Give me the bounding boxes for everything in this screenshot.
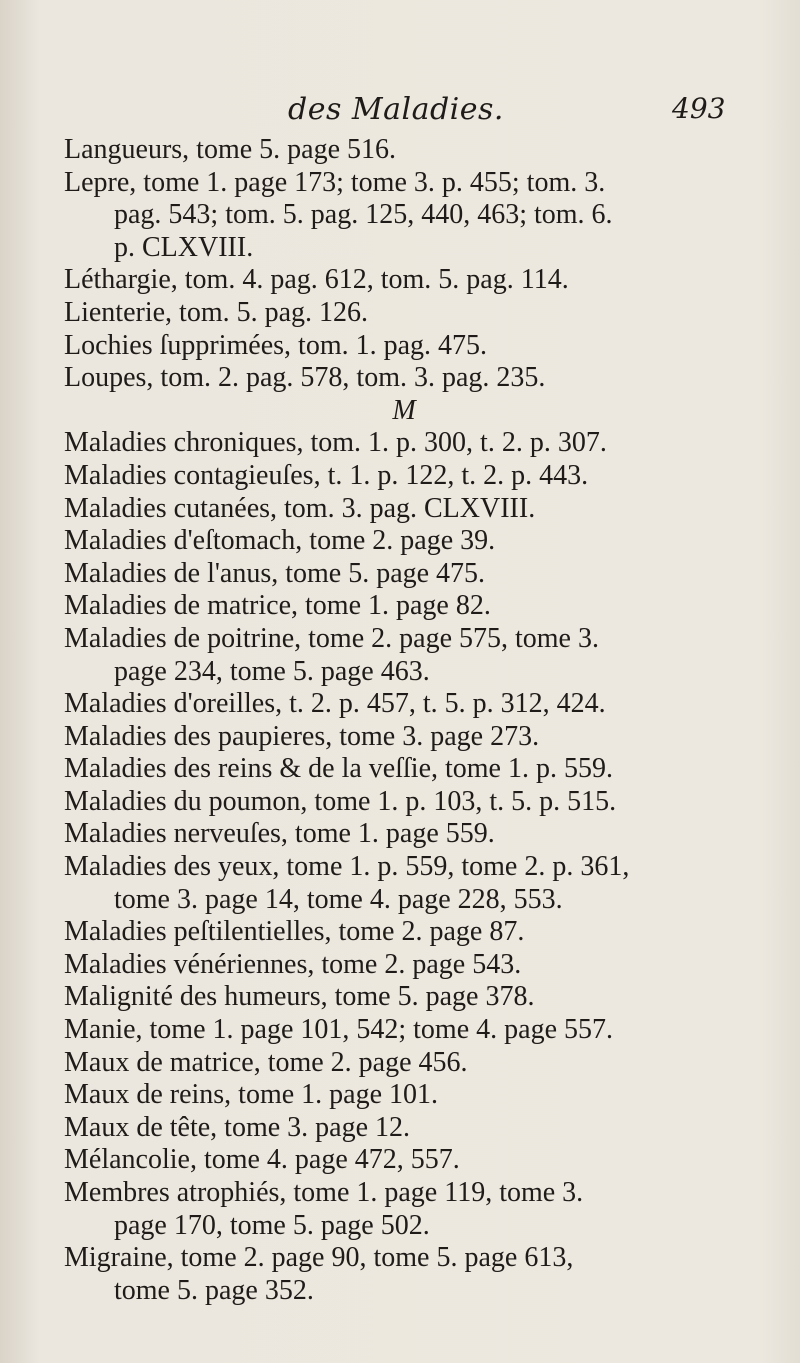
page-number: 493 (672, 92, 726, 125)
running-title: des Maladies. (288, 92, 504, 127)
index-entry: Langueurs, tome 5. page 516. (64, 134, 397, 165)
index-entry: Manie, tome 1. page 101, 542; tome 4. page 557. (64, 1014, 613, 1046)
index-entry: Maladies contagieuſes, t. 1. p. 122, t. 2. p. 443. (64, 459, 589, 491)
index-entry: Lepre, tome 1. page 173; tome 3. p. 455; tom. 3. (64, 166, 606, 198)
index-entry: Maux de reins, tome 1. page 101. (64, 1079, 439, 1111)
index-entry: Maladies des paupieres, tome 3. page 273. (64, 720, 540, 752)
index-entry: Mélancolie, tome 4. page 472, 557. (64, 1144, 460, 1176)
index-entry: Malignité des humeurs, tome 5. page 378. (64, 981, 535, 1013)
index-entry: Lienterie, tom. 5. pag. 126. (64, 296, 369, 328)
index-entry: Maladies peſtilentielles, tome 2. page 87. (64, 916, 525, 948)
index-entry: Loupes, tom. 2. pag. 578, tom. 3. pag. 235. (64, 362, 546, 394)
index-entry: Maladies du poumon, tome 1. p. 103, t. 5. p. 515. (64, 785, 617, 817)
index-entry: Maladies d'eſtomach, tome 2. page 39. (64, 525, 496, 557)
index-entry: Maux de matrice, tome 2. page 456. (64, 1046, 468, 1078)
index-entry: Maladies chroniques, tom. 1. p. 300, t. 2. p. 307. (64, 427, 607, 459)
index-entry-continuation: page 234, tome 5. page 463. (114, 655, 430, 687)
index-entry: Maladies des reins & de la veſſie, tome 1. p. 559. (64, 753, 613, 785)
index-entry-continuation: tome 3. page 14, tome 4. page 228, 553. (114, 883, 563, 915)
index-entry: Lochies ſupprimées, tom. 1. pag. 475. (64, 329, 488, 361)
running-head (0, 92, 800, 132)
index-entry: Membres atrophiés, tome 1. page 119, tome 3. (64, 1177, 584, 1208)
index-entry-continuation: page 170, tome 5. page 502. (114, 1209, 430, 1241)
index-entry-continuation: p. CLXVIII. (114, 231, 254, 263)
index-entry: Maux de tête, tome 3. page 12. (64, 1111, 411, 1143)
index-entries (64, 134, 784, 1307)
index-entry: Maladies d'oreilles, t. 2. p. 457, t. 5. p. 312, 424. (64, 688, 606, 720)
section-letter: M (392, 394, 416, 426)
index-entry: Migraine, tome 2. page 90, tome 5. page 613, (64, 1242, 574, 1274)
index-entry: Maladies de l'anus, tome 5. page 475. (64, 557, 486, 589)
index-entry: Maladies vénériennes, tome 2. page 543. (64, 948, 522, 980)
index-entry-continuation: tome 5. page 352. (114, 1274, 314, 1306)
index-entry: Maladies de matrice, tome 1. page 82. (64, 590, 491, 622)
index-entry: Maladies des yeux, tome 1. p. 559, tome 2. p. 361, (64, 851, 630, 883)
index-entry: Léthargie, tom. 4. pag. 612, tom. 5. pag. 114. (64, 264, 569, 296)
index-entry: Maladies nerveuſes, tome 1. page 559. (64, 818, 495, 850)
index-entry: Maladies de poitrine, tome 2. page 575, tome 3. (64, 622, 599, 654)
index-entry-continuation: pag. 543; tom. 5. pag. 125, 440, 463; tom. 6. (114, 199, 613, 231)
index-entry: Maladies cutanées, tom. 3. pag. CLXVIII. (64, 492, 536, 524)
